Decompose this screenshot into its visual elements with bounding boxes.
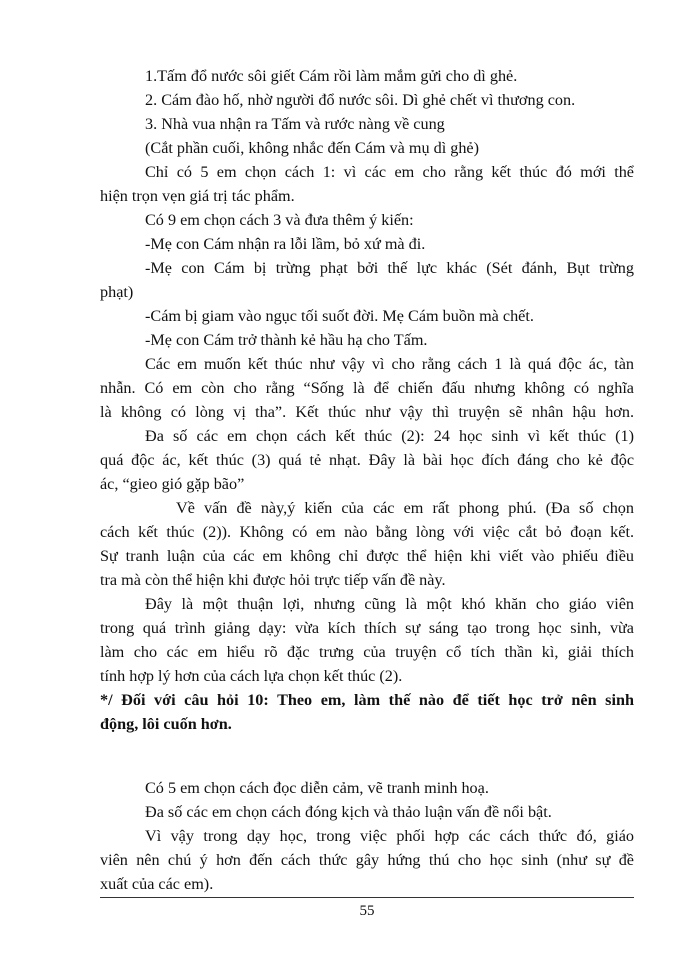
text-line: Có 9 em chọn cách 3 và đưa thêm ý kiến:	[145, 211, 414, 229]
text-line: -Mẹ con Cám nhận ra lỗi lầm, bỏ xứ mà đi.	[145, 235, 426, 253]
text-line: trong quá trình giảng dạy: vừa kích thích sự sáng tạo trong học sinh, vừa	[100, 619, 634, 637]
text-line: nhẫn. Có em còn cho rằng “Sống là để chiến đấu nhưng không có nghĩa	[100, 379, 634, 397]
text-line: quá độc ác, kết thúc (3) quá tẻ nhạt. Đây là bài học đích đáng cho kẻ độc	[100, 451, 634, 469]
text-line: Về vấn đề này,ý kiến của các em rất phong phú. (Đa số chọn	[176, 499, 634, 517]
text-line: Đa số các em chọn cách đóng kịch và thảo luận vấn đề nổi bật.	[145, 803, 552, 821]
text-line: 1.Tấm đổ nước sôi giết Cám rồi làm mắm gửi cho dì ghẻ.	[145, 67, 518, 85]
text-line: Các em muốn kết thúc như vậy vì cho rằng cách 1 là quá độc ác, tàn	[145, 355, 634, 373]
text-line: -Mẹ con Cám bị trừng phạt bởi thế lực khác (Sét đánh, Bụt trừng	[145, 259, 634, 277]
text-line: (Cắt phần cuối, không nhắc đến Cám và mụ dì ghẻ)	[145, 139, 480, 157]
text-line: làm cho các em hiểu rõ đặc trưng của truyện cổ tích thần kì, giải thích	[100, 643, 634, 661]
paragraph-spacer	[100, 752, 634, 760]
text-line: phạt)	[100, 283, 134, 301]
text-line: Đa số các em chọn cách kết thúc (2): 24 học sinh vì kết thúc (1)	[145, 427, 634, 445]
text-line: ác, “gieo gió gặp bão”	[100, 475, 245, 493]
text-line: -Mẹ con Cám trở thành kẻ hầu hạ cho Tấm.	[145, 331, 428, 349]
text-line: xuất của các em).	[100, 875, 214, 893]
text-line: Có 5 em chọn cách đọc diễn cảm, vẽ tranh minh hoạ.	[145, 779, 489, 797]
footer-divider	[100, 897, 634, 898]
text-line: -Cám bị giam vào ngục tối suốt đời. Mẹ Cám buồn mà chết.	[145, 307, 534, 325]
text-line: tính hợp lý hơn của cách lựa chọn kết thúc (2).	[100, 667, 403, 685]
text-line: cách kết thúc (2)). Không có em nào bằng lòng với việc cắt bỏ đoạn kết.	[100, 523, 634, 541]
text-line: Chỉ có 5 em chọn cách 1: vì các em cho rằng kết thúc đó mới thể	[145, 163, 634, 181]
text-line: động, lôi cuốn hơn.	[100, 715, 232, 733]
text-line: tra mà còn thể hiện khi được hỏi trực tiếp vấn đề này.	[100, 571, 446, 589]
text-line: 2. Cám đào hố, nhờ người đổ nước sôi. Dì ghẻ chết vì thương con.	[145, 91, 576, 109]
text-line: là không có lòng vị tha”. Kết thúc như vậy thì truyện sẽ nhân hậu hơn.	[100, 403, 634, 421]
text-line: Sự tranh luận của các em không chỉ được thể hiện khi viết vào phiếu điều	[100, 547, 634, 565]
text-line: */ Đối với câu hỏi 10: Theo em, làm thế nào để tiết học trở nên sinh	[100, 691, 634, 709]
body-text	[100, 64, 634, 896]
text-line: hiện trọn vẹn giá trị tác phẩm.	[100, 187, 295, 205]
text-line: Vì vậy trong dạy học, trong việc phối hợp các cách thức đó, giáo	[145, 827, 634, 845]
text-line: Đây là một thuận lợi, nhưng cũng là một khó khăn cho giáo viên	[145, 595, 634, 613]
page-number: 55	[359, 903, 375, 919]
text-line: viên nên chú ý hơn đến cách thức gây hứng thú cho học sinh (như sự đề	[100, 851, 634, 869]
text-line: 3. Nhà vua nhận ra Tấm và rước nàng về cung	[145, 115, 445, 133]
